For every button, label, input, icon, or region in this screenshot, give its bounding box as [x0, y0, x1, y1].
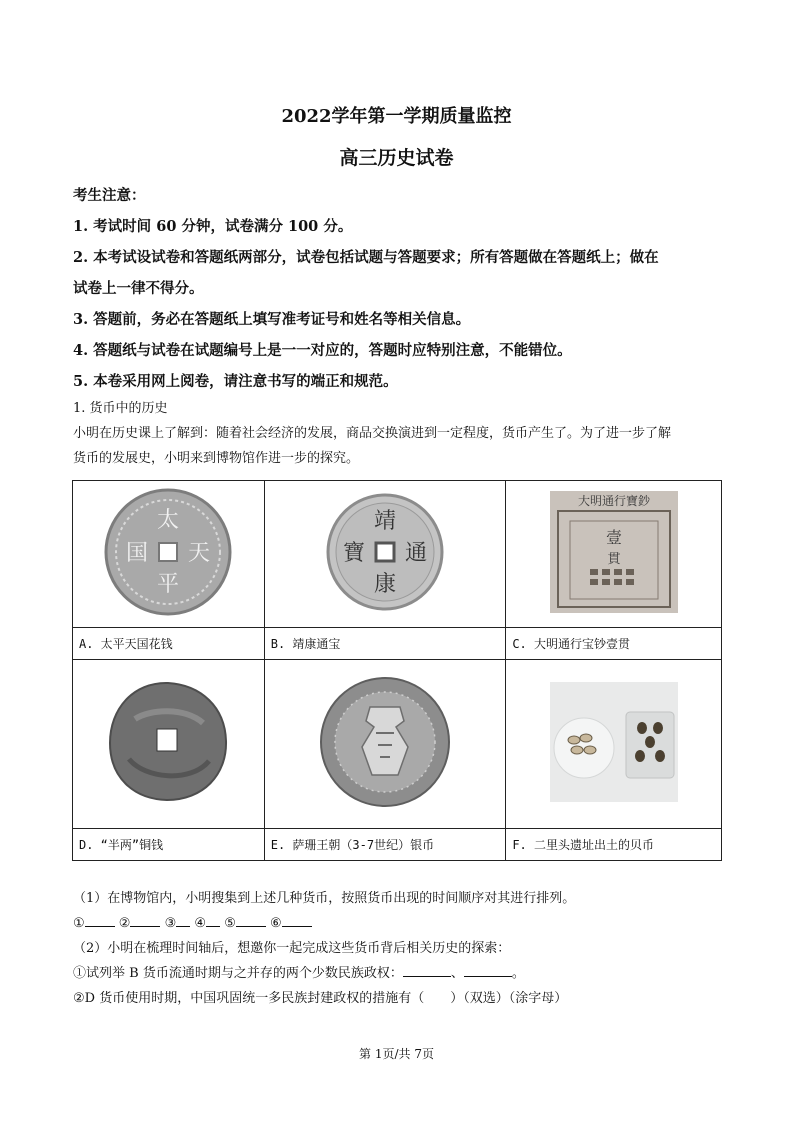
order-mark: ⑥ — [269, 916, 282, 931]
page-footer: 第 1页/共 7页 — [359, 1047, 434, 1061]
coin-char: 国 — [126, 541, 149, 566]
question-intro — [73, 396, 723, 471]
coin-image-f — [506, 660, 722, 829]
answer-blank[interactable] — [85, 912, 115, 927]
answer-blank[interactable] — [403, 962, 451, 977]
question-sub — [73, 886, 723, 1011]
exam-subtitle: 高三历史试卷 — [339, 147, 454, 169]
coin-caption-d: D. “半两”铜钱 — [73, 829, 265, 861]
notice-heading: 考生注意： — [73, 187, 146, 204]
answer-blank[interactable] — [236, 912, 266, 927]
sub-question-2: （2）小明在梳理时间轴后，想邀你一起完成这些货币背后相关历史的探索： — [73, 941, 511, 956]
coin-caption-b: B. 靖康通宝 — [264, 628, 506, 660]
terminator: 。 — [511, 966, 525, 981]
notice-item: 3. 答题前，务必在答题纸上填写准考证号和姓名等相关信息。 — [73, 311, 471, 328]
sub-question-1: （1）在博物馆内，小明搜集到上述几种货币，按照货币出现的时间顺序对其进行排列。 — [73, 891, 576, 906]
order-mark: ① — [73, 916, 85, 931]
coin-char: 平 — [157, 572, 180, 597]
separator: 、 — [450, 966, 464, 981]
order-mark: ③ — [164, 916, 177, 931]
answer-blank[interactable] — [464, 962, 512, 977]
notice-item: 1. 考试时间 60 分钟，试卷满分 100 分。 — [73, 218, 353, 235]
answer-blank[interactable] — [282, 912, 312, 927]
coin-char: 太 — [157, 508, 180, 533]
notice-item: 5. 本卷采用网上阅卷，请注意书写的端正和规范。 — [73, 373, 398, 390]
coin-caption-e: E. 萨珊王朝（3-7世纪）银币 — [264, 829, 506, 861]
answer-blank[interactable] — [206, 912, 220, 927]
answer-blank[interactable] — [176, 912, 190, 927]
notice-item: 4. 答题纸与试卷在试题编号上是一一对应的，答题时应特别注意，不能错位。 — [73, 342, 572, 359]
coin-char: 通 — [405, 541, 428, 566]
coin-char: 寶 — [343, 541, 366, 566]
coin-image-e — [264, 660, 506, 829]
coin-table — [72, 480, 722, 861]
notice-section — [73, 180, 723, 397]
question-2-1-text: ①试列举 B 货币流通时期与之并存的两个少数民族政权： — [73, 966, 403, 981]
coin-image-b — [264, 481, 506, 628]
intro-line: 货币的发展史，小明来到博物馆作进一步的探究。 — [73, 451, 360, 466]
coin-caption-f: F. 二里头遗址出土的贝币 — [506, 829, 722, 861]
coin-char: 靖 — [374, 509, 397, 534]
banknote-unit: 貫 — [607, 552, 621, 567]
order-mark: ④ — [194, 916, 207, 931]
exam-title: 2022学年第一学期质量监控 — [281, 106, 512, 127]
banknote-value: 壹 — [605, 528, 622, 547]
order-mark: ② — [118, 916, 131, 931]
coin-char: 天 — [188, 541, 211, 566]
answer-blank[interactable] — [130, 912, 160, 927]
question-2-2: ②D 货币使用时期，中国巩固统一多民族封建政权的措施有（ ）（双选）（涂字母） — [73, 991, 568, 1006]
coin-caption-c: C. 大明通行宝钞壹贯 — [506, 628, 722, 660]
question-2-1 — [73, 961, 723, 986]
order-mark: ⑤ — [224, 916, 236, 931]
coin-image-a — [73, 481, 265, 628]
banknote-banner: 大明通行寶鈔 — [577, 494, 650, 508]
order-answer-row — [73, 911, 723, 936]
coin-image-d — [73, 660, 265, 829]
coin-caption-a: A. 太平天国花钱 — [73, 628, 265, 660]
notice-item: 试卷上一律不得分。 — [73, 280, 204, 297]
intro-line: 小明在历史课上了解到：随着社会经济的发展，商品交换演进到一定程度，货币产生了。为了进一步了解 — [73, 426, 672, 441]
notice-item: 2. 本考试设试卷和答题纸两部分，试卷包括试题与答题要求；所有答题做在答题纸上；做在 — [73, 249, 659, 266]
coin-char: 康 — [374, 572, 397, 597]
coin-image-c — [506, 481, 722, 628]
question-title: 1. 货币中的历史 — [73, 401, 168, 416]
